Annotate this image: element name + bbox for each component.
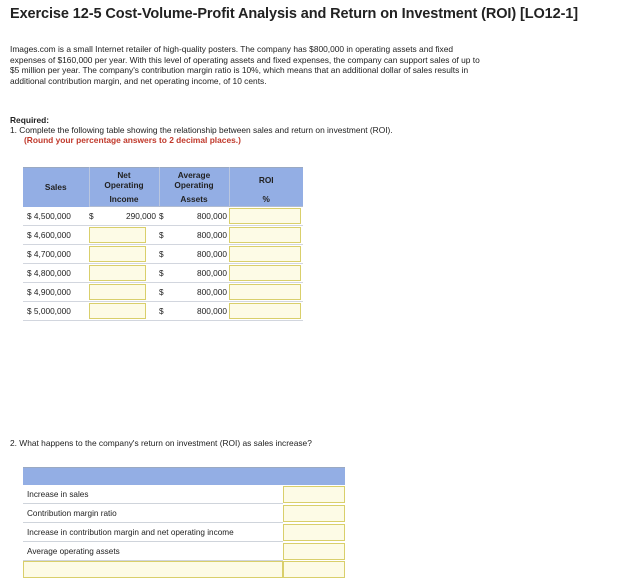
noi-input[interactable] <box>89 246 146 262</box>
table-row <box>23 283 303 302</box>
avg-dollar-sign: $ <box>159 264 167 283</box>
sales-cell: $ 4,600,000 <box>23 226 89 245</box>
avg-dollar-sign: $ <box>159 302 167 321</box>
roi-explanation-table <box>23 467 345 578</box>
table-row <box>23 207 303 226</box>
roi-input[interactable] <box>229 303 301 319</box>
header-noi <box>89 168 159 192</box>
roi-input[interactable] <box>229 284 301 300</box>
row-label: Average operating assets <box>23 542 283 561</box>
roi-input[interactable] <box>229 208 301 224</box>
header-roi: ROI <box>229 168 303 192</box>
table-row <box>23 485 345 504</box>
noi-dollar-sign: $ <box>89 207 97 226</box>
avg-assets-value: 800,000 <box>167 245 229 264</box>
avg-assets-value: 800,000 <box>167 283 229 302</box>
answer-select[interactable] <box>283 486 345 503</box>
answer-select[interactable] <box>283 543 345 560</box>
roi-input[interactable] <box>229 227 301 243</box>
header-roi-unit: % <box>229 191 303 207</box>
answer-select[interactable] <box>283 505 345 522</box>
noi-input[interactable] <box>89 265 146 281</box>
row-label: Increase in contribution margin and net operating income <box>23 523 283 542</box>
table-row <box>23 245 303 264</box>
roi-input[interactable] <box>229 265 301 281</box>
sales-cell: $ 5,000,000 <box>23 302 89 321</box>
sales-cell: $ 4,900,000 <box>23 283 89 302</box>
header-avg-line1: Average <box>177 169 211 180</box>
table-row <box>23 523 345 542</box>
header-avg <box>159 168 229 192</box>
row-label: Increase in sales <box>23 485 283 504</box>
table-row <box>23 264 303 283</box>
avg-assets-value: 800,000 <box>167 264 229 283</box>
table-row <box>23 542 345 561</box>
avg-dollar-sign: $ <box>159 207 167 226</box>
sales-cell: $ 4,700,000 <box>23 245 89 264</box>
sales-cell: $ 4,800,000 <box>23 264 89 283</box>
table-header-row <box>23 468 345 486</box>
table-row <box>23 226 303 245</box>
avg-dollar-sign: $ <box>159 245 167 264</box>
avg-dollar-sign: $ <box>159 283 167 302</box>
problem-intro: Images.com is a small Internet retailer of high-quality posters. The company has $800,000 in operating assets and fixed expenses of $160,000 per year. With this level of operating assets and fixed expenses, the company can support sales of up to $5 million per year. The company's contribution margin ratio is 10%, which means that an additional dollar of sales results in additional contribution margin, and net operating income, of 10 cents. <box>10 44 480 86</box>
avg-assets-value: 800,000 <box>167 302 229 321</box>
answer-select[interactable] <box>283 561 345 578</box>
header-noi-line3: Income <box>89 191 159 207</box>
roi-input[interactable] <box>229 246 301 262</box>
table-row <box>23 302 303 321</box>
noi-input[interactable] <box>89 227 146 243</box>
header-noi-line1: Net <box>117 169 131 180</box>
answer-select[interactable] <box>283 524 345 541</box>
question-1: 1. Complete the following table showing the relationship between sales and return on investment (ROI). <box>10 125 393 135</box>
header-noi-line2: Operating <box>104 179 144 190</box>
table-row <box>23 504 345 523</box>
row-label: Contribution margin ratio <box>23 504 283 523</box>
rounding-note: (Round your percentage answers to 2 decimal places.) <box>24 135 241 145</box>
required-heading: Required: <box>10 115 50 125</box>
noi-input[interactable] <box>89 284 146 300</box>
sales-cell: $ 4,500,000 <box>23 207 89 226</box>
question-2: 2. What happens to the company's return on investment (ROI) as sales increase? <box>10 438 312 448</box>
header-avg-line2: Operating <box>174 179 214 190</box>
header-avg-line3: Assets <box>159 191 229 207</box>
avg-assets-value: 800,000 <box>167 226 229 245</box>
avg-assets-value: 800,000 <box>167 207 229 226</box>
header-sales: Sales <box>23 168 89 207</box>
noi-value: 290,000 <box>97 207 159 226</box>
noi-input[interactable] <box>89 303 146 319</box>
table-row <box>23 561 345 579</box>
avg-dollar-sign: $ <box>159 226 167 245</box>
roi-table <box>23 167 303 321</box>
page-title: Exercise 12-5 Cost-Volume-Profit Analysis and Return on Investment (ROI) [LO12-1] <box>10 6 578 22</box>
header-bar <box>23 468 345 486</box>
conclusion-select[interactable] <box>23 561 283 578</box>
